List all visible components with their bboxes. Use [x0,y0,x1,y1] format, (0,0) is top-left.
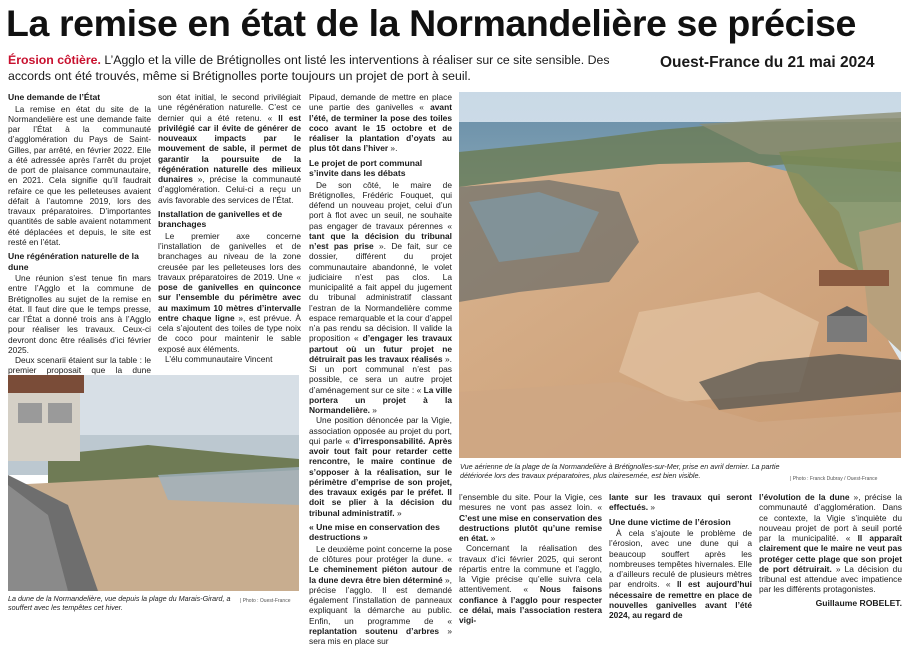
column-5 [609,492,752,620]
paragraph: Une réunion s’est tenue fin mars entre l’Agglo et la commune de Brétignolles au sujet de la remise en état. Il faut dire que le temps presse, car l’État a donné trois ans à l’Agglo pour réaliser les travaux. Ceux-ci devront donc être réalisés d’ici février 2025. [8,273,151,355]
subhead: « Une mise en conservation des destructions » [309,521,440,543]
dune-photo-credit: | Photo : Ouest-France [240,598,291,604]
paragraph: Concernant la réalisation des travaux d’ici février 2025, qui seront répartis entre la commune et l’agglo, la Vigie précise qu’elle suivra cela attentivement. « Nous faisons confiance à l’agglo pour respecter ce délai, mais l’association restera vigi- [459,543,603,625]
paragraph: Pipaud, demande de mettre en place une partie des ganivelles « avant l’été, de terminer la pose des toiles coco avant le 15 octobre et de réaliser la plantation d’oyats au plus tôt dans l’hiver ». [309,92,452,154]
dune-photo [8,375,299,591]
subhead: Une demande de l’État [8,92,101,102]
paragraph: son état initial, le second privilégiait une régénération naturelle. C’est ce dernier qui a été retenu. « Il est privilégié car il évite de générer de nouveaux impacts par le mouvement de sable, il permet de garantir la poursuite de la régénération naturelle des milieux dunaires », précise la communauté d’agglomération. Celui-ci a reçu un avis favorable des services de l’État. [158,92,301,205]
paragraph: Deux scenarii étaient sur la table : le premier proposait que la dune [8,355,151,376]
paragraph: Le deuxième point concerne la pose de clôtures pour protéger la dune. « Le cheminement piéton autour de la dune devra être bien déterminé », précise l’agglo. Il est demandé également l’installation de panneaux expliquant la démarche au public. Enfin, un programme de « replantation soutenu d’arbres » sera mis en place sur [309,543,452,646]
column-2 [158,92,301,372]
source-label: Ouest-France du 21 mai 2024 [660,54,875,71]
paragraph: De son côté, le maire de Brétignolles, Frédéric Fouquet, qui défend un nouveau projet, celui d’un port à flot avec un seuil, ne souhaite pas engager de travaux pérennes « tant que la décision du tribunal n’est pas prise ». De fait, sur ce dossier, différent du projet communautaire abandonné, le volet judiciaire n’est pas clos. La municipalité a fait appel du jugement du tribunal administratif classant l’estran de la Normandelière comme espace remarquable et la cour d’appel n’a pas rendu sa décision. Il valide la proposition « d’engager les travaux partout où un futur projet ne détruirait pas les travaux réalisés ». Si un port communal n’est pas possible, ce sera un autre projet d’aménagement sur ce site : « La ville portera un projet à la Normandelière. » [309,179,452,415]
subhead: Le projet de port communal s’invite dans les débats [309,157,423,178]
dune-photo-caption: La dune de la Normandelière, vue depuis la plage du Marais-Girard, a souffert avec les tempêtes cet hiver. [8,594,231,612]
paragraph: Une position dénoncée par la Vigie, association opposée au projet du port, qui parle « d’irresponsabilité. Après avoir tout fait pour retarder cette rencontre, le maire continue de s’opposer à la réalisation, sur le périmètre d’emprise de son projet, des travaux exigés par le préfet. Il doit se plier à la décision du tribunal administratif. » [309,415,453,518]
column-1 [8,92,151,376]
paragraph: Le premier axe concerne l’installation de ganivelles et de branchages au niveau de la zone creusée par les pelleteuses lors des travaux préparatoires de 2019. Une « pose de ganivelles en quinconce sur l’ensemble du périmètre avec au maximum 10 mètres d’intervalle entre chaque ligne », est prévue. À cela s’ajoutent des toiles de type noix de coco pour maintenir le sable exposé aux éléments. [158,230,301,354]
lede-kicker: Érosion côtière. [8,53,101,67]
column-4 [459,492,603,625]
headline: La remise en état de la Normandelière se précise [6,2,856,44]
aerial-beach-photo [459,92,901,458]
paragraph: La remise en état du site de la Normandelière est une demande faite par l’État à la communauté d’agglomération du Pays de Saint-Gilles, par arrêté, en février 2022. Elle a été adressée après l’arrêt du projet de port de plaisance communautaire, en 2021. Cela signifie qu’il faudrait refaire ce que les pelleteuses avaient défait à l’automne 2019, lors des travaux préparatoires. D’importantes quantités de sable avaient notamment été déplacées et depuis, le site est resté en l’état. [8,103,151,247]
author-signature: Guillaume ROBELET. [815,597,902,608]
subhead: Installation de ganivelles et de branchages [158,208,283,230]
subhead: Une régénération naturelle de la dune [8,251,139,272]
paragraph: l’ensemble du site. Pour la Vigie, ces mesures ne vont pas assez loin. « C’est une mise en conservation des destructions plutôt qu’une remise en état. » [459,492,602,543]
lede-text: L’Agglo et la ville de Brétignolles ont listé les interventions à réaliser sur ce site sensible. Des accords ont été trouvés, même si Brétignolles porte toujours un projet de port à seuil. [8,53,610,83]
paragraph: L’élu communautaire Vincent [165,353,273,364]
aerial-photo-credit: | Photo : Franck Dubray / Ouest-France [790,476,878,482]
subhead: Une dune victime de l’érosion [609,516,731,527]
lede [8,52,644,84]
column-3 [309,92,453,646]
column-6 [759,492,902,617]
aerial-photo-caption: Vue aérienne de la plage de la Normandelière à Brétignolles-sur-Mer, prise en avril dernier. La partie détériorée lors des travaux préparatoires, plus clairesemée, est bien visible. [460,462,780,480]
paragraph: À cela s’ajoute le problème de l’érosion, avec une dune qui a beaucoup souffert après les nombreuses tempêtes hivernales. Elle a d’ailleurs reculé de plusieurs mètres par endroits. « Il est aujourd’hui nécessaire de remettre en place de nouvelles ganivelles avant l’été 2024, au regard de [609,528,752,620]
paragraph: lante sur les travaux qui seront effectués. » [609,492,752,513]
paragraph: l’évolution de la dune », précise la communauté d’agglomération. Dans ce contexte, la Vigie s’inquiète du nouveau projet de port à seuil porté par la municipalité. « Il apparaît clairement que le maire ne veut pas protéger cette plage que son projet de port détruirait. » La décision du tribunal est attendue avec impatience par les différents protagonistes. [759,492,903,595]
